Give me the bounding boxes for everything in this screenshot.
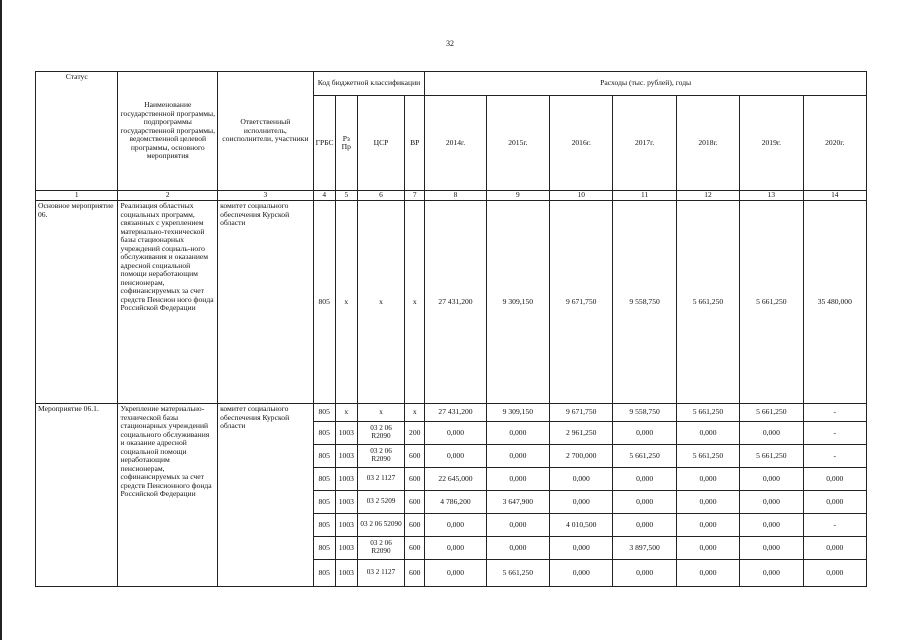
value-cell: 5 661,250 (676, 404, 739, 422)
csr-cell: x (357, 404, 404, 422)
csr-cell: 03 2 06 R2090 (357, 422, 404, 445)
value-cell: 0,000 (740, 422, 803, 445)
value-cell: 0,000 (740, 491, 803, 514)
column-number: 12 (676, 191, 739, 201)
value-cell: 9 309,150 (486, 404, 549, 422)
value-cell: 0,000 (550, 560, 613, 587)
header-rz-pr: Рз Пр (335, 96, 357, 191)
column-number: 8 (425, 191, 486, 201)
value-cell: 27 431,200 (425, 201, 486, 404)
value-cell: 5 661,250 (676, 201, 739, 404)
value-cell: 27 431,200 (425, 404, 486, 422)
value-cell: 0,000 (803, 537, 866, 560)
value-cell: 5 661,250 (740, 445, 803, 468)
column-number: 5 (335, 191, 357, 201)
value-cell: 0,000 (740, 560, 803, 587)
value-cell: 0,000 (425, 422, 486, 445)
column-number: 1 (36, 191, 118, 201)
rz-cell: 1003 (335, 514, 357, 537)
rz-cell: 1003 (335, 491, 357, 514)
csr-cell: 03 2 1127 (357, 560, 404, 587)
value-cell: 0,000 (425, 514, 486, 537)
value-cell: 0,000 (803, 491, 866, 514)
value-cell: - (803, 422, 866, 445)
value-cell: 0,000 (740, 537, 803, 560)
vr-cell: 600 (405, 537, 425, 560)
rz-cell: 1003 (335, 445, 357, 468)
value-cell: 0,000 (676, 422, 739, 445)
budget-table (35, 71, 867, 587)
rz-cell: x (335, 404, 357, 422)
header-budget-code: Код бюджетной классификации (313, 72, 425, 96)
value-cell: 0,000 (676, 468, 739, 491)
grbs-cell: 805 (313, 201, 335, 404)
value-cell: 0,000 (486, 537, 549, 560)
value-cell: 0,000 (613, 468, 676, 491)
value-cell: - (803, 445, 866, 468)
value-cell: 0,000 (676, 537, 739, 560)
header-year: 2014г. (425, 96, 486, 191)
value-cell: 0,000 (676, 514, 739, 537)
value-cell: 9 671,750 (550, 404, 613, 422)
csr-cell: 03 2 06 52090 (357, 514, 404, 537)
value-cell: 4 786,200 (425, 491, 486, 514)
header-year: 2017г. (613, 96, 676, 191)
vr-cell: 200 (405, 422, 425, 445)
value-cell: 5 661,250 (486, 560, 549, 587)
value-cell: 0,000 (613, 422, 676, 445)
page-left-edge (0, 0, 2, 640)
rz-cell: 1003 (335, 422, 357, 445)
value-cell: 0,000 (613, 560, 676, 587)
grbs-cell: 805 (313, 468, 335, 491)
value-cell: 0,000 (676, 560, 739, 587)
header-year: 2020г. (803, 96, 866, 191)
header-year: 2019г. (740, 96, 803, 191)
page-number: 32 (446, 39, 454, 48)
value-cell: 0,000 (550, 491, 613, 514)
column-number: 7 (405, 191, 425, 201)
csr-cell: 03 2 06 R2090 (357, 445, 404, 468)
value-cell: 9 671,750 (550, 201, 613, 404)
grbs-cell: 805 (313, 514, 335, 537)
value-cell: 0,000 (486, 514, 549, 537)
vr-cell: 600 (405, 514, 425, 537)
sub-event-row (36, 404, 867, 422)
grbs-cell: 805 (313, 560, 335, 587)
header-expenses: Расходы (тыс. рублей), годы (425, 72, 867, 96)
value-cell: 4 010,500 (550, 514, 613, 537)
value-cell: - (803, 514, 866, 537)
value-cell: 0,000 (740, 514, 803, 537)
vr-cell: x (405, 404, 425, 422)
value-cell: 0,000 (803, 468, 866, 491)
value-cell: 0,000 (486, 468, 549, 491)
grbs-cell: 805 (313, 537, 335, 560)
value-cell: 9 558,750 (613, 201, 676, 404)
rz-cell: 1003 (335, 537, 357, 560)
main-event-row (36, 201, 867, 404)
main-executor-cell: комитет социального обеспечения Курской области (218, 201, 314, 404)
column-number: 3 (218, 191, 314, 201)
vr-cell: 600 (405, 445, 425, 468)
column-number: 6 (357, 191, 404, 201)
main-status-cell: Основное мероприятие 06. (36, 201, 118, 404)
header-vr: ВР (405, 96, 425, 191)
value-cell: 0,000 (676, 491, 739, 514)
value-cell: 0,000 (425, 537, 486, 560)
column-number: 9 (486, 191, 549, 201)
value-cell: 9 558,750 (613, 404, 676, 422)
value-cell: 2 700,000 (550, 445, 613, 468)
header-grbs: ГРБС (313, 96, 335, 191)
sub-name-cell: Укрепление материально-технической базы стационарных учреждений социального обслуживания и оказание адресной социальной помощи неработающим пенсионерам, софинансируемых за счет средств Пенсионного фонда Российской Федерации (118, 404, 218, 587)
value-cell: 35 480,000 (803, 201, 866, 404)
value-cell: 9 309,150 (486, 201, 549, 404)
header-name: Наименование государственной программы, подпрограммы государственной программы, ведомственной целевой программы, основного мероприятия (118, 72, 218, 191)
header-year: 2018г. (676, 96, 739, 191)
rz-cell: x (335, 201, 357, 404)
value-cell: 5 661,250 (740, 201, 803, 404)
csr-cell: 03 2 06 R2090 (357, 537, 404, 560)
header-year: 2016г. (550, 96, 613, 191)
value-cell: 0,000 (803, 560, 866, 587)
header-year: 2015г. (486, 96, 549, 191)
value-cell: - (803, 404, 866, 422)
value-cell: 0,000 (550, 468, 613, 491)
grbs-cell: 805 (313, 422, 335, 445)
value-cell: 3 647,900 (486, 491, 549, 514)
column-number: 14 (803, 191, 866, 201)
value-cell: 0,000 (740, 468, 803, 491)
value-cell: 0,000 (425, 445, 486, 468)
sub-status-cell: Мероприятие 06.1. (36, 404, 118, 587)
value-cell: 5 661,250 (740, 404, 803, 422)
value-cell: 2 961,250 (550, 422, 613, 445)
value-cell: 0,000 (486, 445, 549, 468)
main-name-cell: Реализация областных социальных программ, связанных с укреплением материально-технической базы стационарных учреждений социаль-ного обслуживания и оказанием адресной социальной помощи неработающим пенсионерам, софинансируемых за счет средств Пенсион ного фонда Российской Федерации (118, 201, 218, 404)
vr-cell: 600 (405, 491, 425, 514)
value-cell: 5 661,250 (676, 445, 739, 468)
csr-cell: x (357, 201, 404, 404)
column-number: 10 (550, 191, 613, 201)
vr-cell: 600 (405, 560, 425, 587)
header-csr: ЦСР (357, 96, 404, 191)
column-number: 4 (313, 191, 335, 201)
value-cell: 22 645,000 (425, 468, 486, 491)
header-status: Статус (36, 72, 118, 191)
value-cell: 5 661,250 (613, 445, 676, 468)
grbs-cell: 805 (313, 404, 335, 422)
vr-cell: 600 (405, 468, 425, 491)
value-cell: 0,000 (550, 537, 613, 560)
value-cell: 0,000 (613, 491, 676, 514)
column-number-row (36, 191, 867, 201)
grbs-cell: 805 (313, 491, 335, 514)
rz-cell: 1003 (335, 468, 357, 491)
sub-executor-cell: комитет социального обеспечения Курской области (218, 404, 314, 587)
csr-cell: 03 2 5209 (357, 491, 404, 514)
column-number: 13 (740, 191, 803, 201)
value-cell: 0,000 (486, 422, 549, 445)
rz-cell: 1003 (335, 560, 357, 587)
header-executor: Ответственный исполнитель, соисполнители, участники (218, 72, 314, 191)
column-number: 2 (118, 191, 218, 201)
column-number: 11 (613, 191, 676, 201)
csr-cell: 03 2 1127 (357, 468, 404, 491)
vr-cell: x (405, 201, 425, 404)
value-cell: 0,000 (613, 514, 676, 537)
grbs-cell: 805 (313, 445, 335, 468)
value-cell: 3 897,500 (613, 537, 676, 560)
value-cell: 0,000 (425, 560, 486, 587)
